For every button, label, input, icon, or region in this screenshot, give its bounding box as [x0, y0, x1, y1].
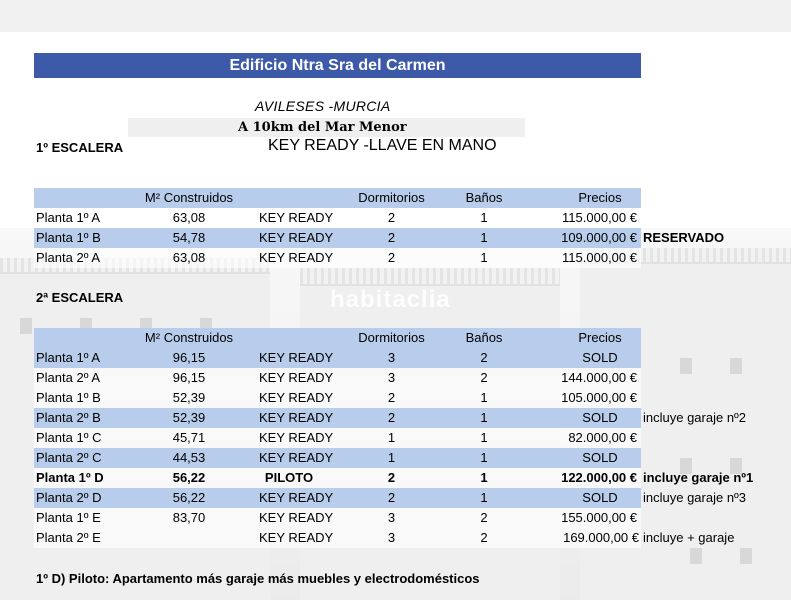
- table-row: [34, 388, 641, 408]
- row-status: KEY READY: [259, 530, 334, 545]
- row-banos: 1: [480, 410, 488, 425]
- row-m2: 63,08: [172, 210, 206, 225]
- table-row: [34, 508, 641, 528]
- row-banos: 1: [480, 210, 488, 225]
- row-dorm: 1: [387, 430, 396, 445]
- row-banos: 1: [480, 490, 488, 505]
- row-dorm: 2: [387, 470, 396, 485]
- row-status: KEY READY: [259, 350, 334, 365]
- row-m2: 52,39: [172, 390, 206, 405]
- row-name: Planta 2º C: [36, 450, 102, 465]
- row-price: 105.000,00 €: [561, 390, 637, 405]
- row-name: Planta 2º B: [36, 410, 101, 425]
- escalera-1-label: 1º ESCALERA: [36, 140, 124, 155]
- table-row: [34, 408, 747, 428]
- table-row: [34, 528, 735, 548]
- row-price: 122.000,00 €: [561, 470, 637, 485]
- row-name: Planta 1º B: [36, 230, 101, 245]
- row-price: SOLD: [582, 410, 618, 425]
- row-name: Planta 2º A: [36, 370, 101, 385]
- row-m2: 54,78: [172, 230, 206, 245]
- row-status: KEY READY: [259, 490, 334, 505]
- row-m2: [134, 528, 244, 548]
- table-row: [34, 228, 725, 248]
- row-name: Planta 1º D: [36, 470, 104, 485]
- row-name: Planta 2º D: [36, 490, 102, 505]
- row-banos: 1: [480, 450, 488, 465]
- row-dorm: 2: [387, 210, 396, 225]
- row-banos: 2: [480, 370, 488, 385]
- row-price: 82.000,00 €: [568, 430, 637, 445]
- row-price: SOLD: [582, 350, 618, 365]
- row-price: SOLD: [582, 490, 618, 505]
- row-name: Planta 2º E: [36, 530, 101, 545]
- row-status: KEY READY: [259, 370, 334, 385]
- escalera-2-label: 2ª ESCALERA: [36, 290, 124, 305]
- top-band: [0, 0, 791, 32]
- row-banos: 1: [480, 430, 488, 445]
- header-dorm: Dormitorios: [358, 190, 425, 205]
- row-note: incluye + garaje: [643, 530, 735, 545]
- row-m2: 96,15: [172, 350, 206, 365]
- table-row: [34, 348, 641, 368]
- header-m2: M² Construidos: [144, 330, 234, 345]
- row-banos: 2: [480, 350, 488, 365]
- header-precios: Precios: [578, 190, 622, 205]
- table-row: [34, 448, 641, 468]
- row-dorm: 3: [387, 350, 396, 365]
- row-banos: 2: [480, 530, 488, 545]
- row-status: KEY READY: [259, 230, 334, 245]
- row-status: PILOTO: [264, 470, 314, 485]
- footnote: 1º D) Piloto: Apartamento más garaje más muebles y electrodomésticos: [36, 571, 480, 586]
- row-price: 109.000,00 €: [561, 230, 637, 245]
- row-dorm: 2: [387, 230, 396, 245]
- row-dorm: 3: [387, 510, 396, 525]
- row-name: Planta 1º C: [36, 430, 102, 445]
- row-name: Planta 2º A: [36, 250, 101, 265]
- row-dorm: 2: [387, 250, 396, 265]
- row-m2: 45,71: [172, 430, 206, 445]
- row-banos: 1: [480, 230, 488, 245]
- page-title: Edificio Ntra Sra del Carmen: [34, 53, 641, 78]
- row-note: incluye garaje nº2: [643, 410, 747, 425]
- table-row: [34, 468, 754, 488]
- row-price: 155.000,00 €: [561, 510, 637, 525]
- location-text: AVILESES -MURCIA: [255, 98, 391, 114]
- row-name: Planta 1º B: [36, 390, 101, 405]
- row-price: 144.000,00 €: [561, 370, 637, 385]
- row-dorm: 3: [387, 530, 396, 545]
- row-banos: 1: [480, 250, 488, 265]
- row-dorm: 1: [387, 450, 396, 465]
- row-name: Planta 1º E: [36, 510, 101, 525]
- row-note: incluye garaje nº1: [643, 470, 754, 485]
- row-banos: 1: [480, 470, 488, 485]
- watermark-text: habitaclia: [330, 286, 451, 313]
- table-row: [34, 368, 641, 388]
- row-price: 115.000,00 €: [562, 250, 637, 265]
- row-dorm: 3: [387, 370, 396, 385]
- header-precios: Precios: [578, 330, 622, 345]
- header-banos: Baños: [465, 190, 503, 205]
- table-row: [34, 248, 641, 268]
- table-row: [34, 488, 747, 508]
- row-dorm: 2: [387, 390, 396, 405]
- row-status: KEY READY: [259, 430, 334, 445]
- key-ready-heading: KEY READY -LLAVE EN MANO: [268, 137, 497, 154]
- row-dorm: 2: [387, 410, 396, 425]
- row-dorm: 2: [387, 490, 396, 505]
- row-status: KEY READY: [259, 410, 334, 425]
- row-m2: 96,15: [172, 370, 206, 385]
- row-status: KEY READY: [259, 450, 334, 465]
- row-m2: 44,53: [172, 450, 206, 465]
- header-banos: Baños: [465, 330, 503, 345]
- header-m2: M² Construidos: [144, 190, 234, 205]
- row-note: RESERVADO: [643, 230, 725, 245]
- row-m2: 56,22: [172, 490, 206, 505]
- row-m2: 83,70: [172, 510, 206, 525]
- row-note: incluye garaje nº3: [643, 490, 747, 505]
- row-price: SOLD: [582, 450, 618, 465]
- table-1-header: [34, 188, 641, 208]
- row-status: KEY READY: [259, 510, 334, 525]
- row-price: 169.000,00 €: [563, 530, 639, 545]
- row-status: KEY READY: [259, 210, 334, 225]
- row-status: KEY READY: [259, 250, 334, 265]
- row-banos: 1: [480, 390, 488, 405]
- row-price: 115.000,00 €: [562, 210, 637, 225]
- row-banos: 2: [480, 510, 488, 525]
- distance-text: A 10km del Mar Menor: [238, 120, 407, 135]
- table-row: [34, 428, 641, 448]
- row-status: KEY READY: [259, 390, 334, 405]
- table-2-header: [34, 328, 641, 348]
- row-name: Planta 1º A: [36, 210, 101, 225]
- row-name: Planta 1º A: [36, 350, 101, 365]
- header-dorm: Dormitorios: [358, 330, 425, 345]
- row-m2: 52,39: [172, 410, 206, 425]
- row-m2: 56,22: [172, 470, 206, 485]
- table-row: [34, 208, 641, 228]
- row-m2: 63,08: [172, 250, 206, 265]
